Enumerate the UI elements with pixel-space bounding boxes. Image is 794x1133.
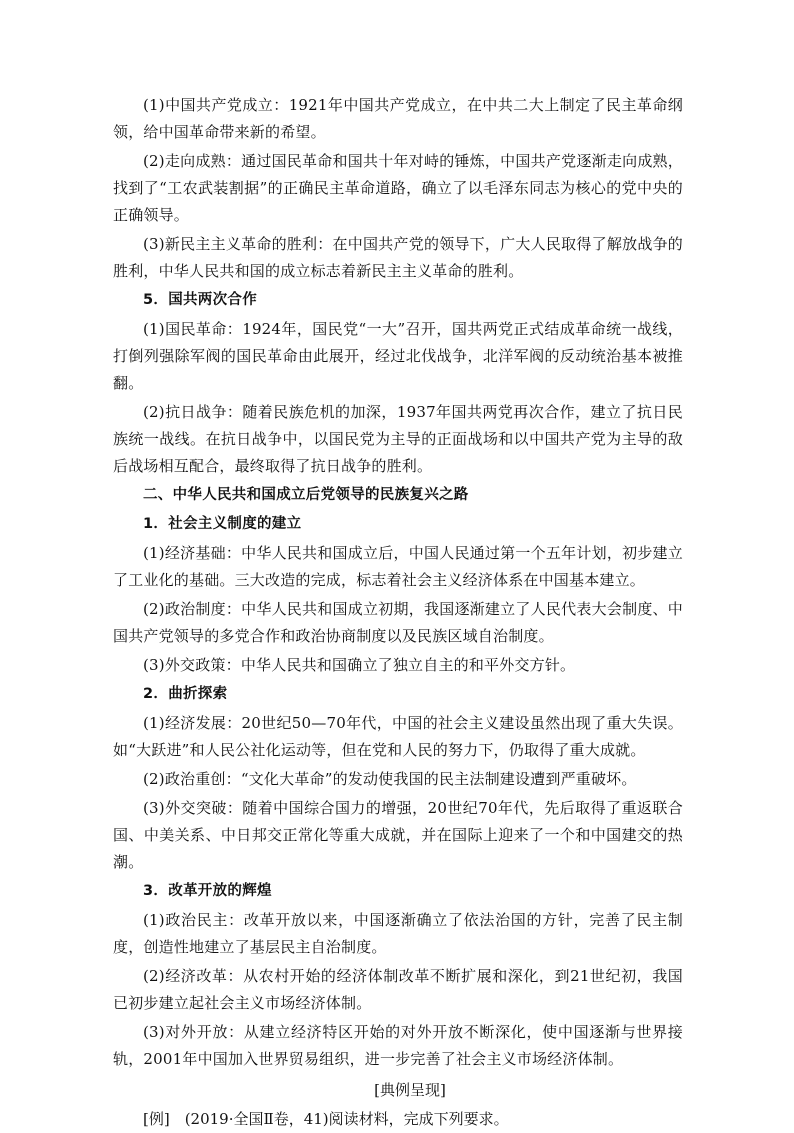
- paragraph-new-democratic-victory: (3)新民主主义革命的胜利：在中国共产党的领导下，广大人民取得了解放战争的胜利，中华人民共和国的成立标志着新民主主义革命的胜利。: [113, 235, 683, 280]
- paragraph-diplomatic-breakthrough: (3)外交突破：随着中国综合国力的增强，20世纪70年代，先后取得了重返联合国、中美关系、中日邦交正常化等重大成就，并在国际上迎来了一个和中国建交的热潮。: [113, 799, 683, 871]
- section-heading-socialist-system: 1．社会主义制度的建立: [143, 516, 302, 532]
- paragraph-party-founding: (1)中国共产党成立：1921年中国共产党成立，在中共二大上制定了民主革命纲领，给中国革命带来新的希望。: [113, 96, 683, 141]
- paragraph-political-setback: (2)政治重创：“文化大革命”的发动使我国的民主法制建设遭到严重破坏。: [143, 770, 637, 788]
- section-heading-kmt-cpc-cooperation: 5．国共两次合作: [143, 292, 257, 308]
- section-heading-after-prc-founding: 二、中华人民共和国成立后党领导的民族复兴之路: [143, 487, 469, 503]
- document-page: [113, 92, 683, 1133]
- example-section-title: [典例呈现]: [374, 1081, 446, 1099]
- paragraph-anti-japanese-war: (2)抗日战争：随着民族危机的加深，1937年国共两党再次合作，建立了抗日民族统一战线。在抗日战争中，以国民党为主导的正面战场和以中国共产党为主导的敌后战场相互配合，最终取得了抗日战争的胜利。: [113, 403, 683, 475]
- paragraph-national-revolution: (1)国民革命：1924年，国民党“一大”召开，国共两党正式结成革命统一战线，打倒列强除军阀的国民革命由此展开，经过北伐战争，北洋军阀的反动统治基本被推翻。: [113, 320, 683, 392]
- paragraph-political-system: (2)政治制度：中华人民共和国成立初期，我国逐渐建立了人民代表大会制度、中国共产党领导的多党合作和政治协商制度以及民族区域自治制度。: [113, 600, 683, 645]
- paragraph-political-democracy: (1)政治民主：改革开放以来，中国逐渐确立了依法治国的方针，完善了民主制度，创造性地建立了基层民主自治制度。: [113, 911, 683, 956]
- paragraph-economic-development: (1)经济发展：20世纪50—70年代，中国的社会主义建设虽然出现了重大失误。如“大跃进”和人民公社化运动等，但在党和人民的努力下，仍取得了重大成就。: [113, 714, 683, 759]
- paragraph-economic-reform: (2)经济改革：从农村开始的经济体制改革不断扩展和深化，到21世纪初，我国已初步建立起社会主义市场经济体制。: [113, 967, 683, 1012]
- example-question-intro: [例] (2019·全国Ⅱ卷，41)阅读材料，完成下列要求。: [143, 1110, 509, 1128]
- section-heading-reform-opening: 3．改革开放的辉煌: [143, 883, 272, 899]
- paragraph-economic-foundation: (1)经济基础：中华人民共和国成立后，中国人民通过第一个五年计划，初步建立了工业化的基础。三大改造的完成，标志着社会主义经济体系在中国基本建立。: [113, 544, 683, 589]
- section-heading-tortuous-exploration: 2．曲折探索: [143, 686, 228, 702]
- paragraph-opening-up: (3)对外开放：从建立经济特区开始的对外开放不断深化，使中国逐渐与世界接轨，2001年中国加入世界贸易组织，进一步完善了社会主义市场经济体制。: [113, 1023, 683, 1068]
- paragraph-foreign-policy: (3)外交政策：中华人民共和国确立了独立自主的和平外交方针。: [143, 656, 576, 674]
- paragraph-maturing: (2)走向成熟：通过国民革命和国共十年对峙的锤炼，中国共产党逐渐走向成熟，找到了“工农武装割据”的正确民主革命道路，确立了以毛泽东同志为核心的党中央的正确领导。: [113, 152, 683, 224]
